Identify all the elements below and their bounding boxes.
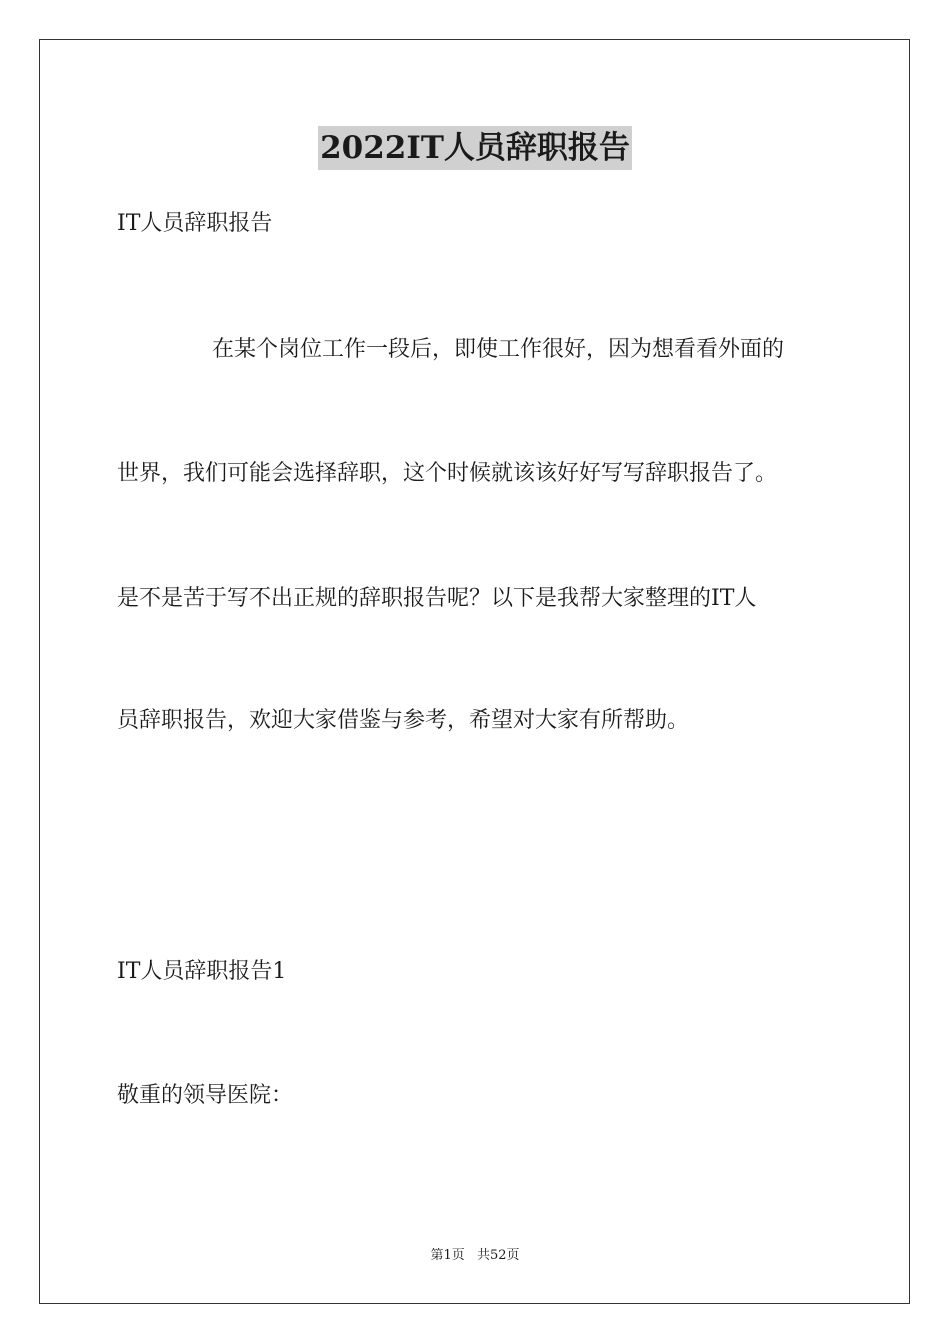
page-footer	[0, 1247, 950, 1265]
page-number: 第1页	[430, 1248, 465, 1263]
title-container	[0, 126, 950, 170]
document-title: 2022IT人员辞职报告	[318, 126, 632, 170]
salutation: 敬重的领导医院：	[117, 1083, 294, 1108]
paragraph-line-1: 在某个岗位工作一段后，即使工作很好，因为想看看外面的	[212, 337, 785, 362]
section-heading: IT人员辞职报告1	[117, 959, 287, 984]
paragraph-line-4: 员辞职报告，欢迎大家借鉴与参考，希望对大家有所帮助。	[117, 708, 690, 733]
paragraph-line-3: 是不是苦于写不出正规的辞职报告呢？以下是我帮大家整理的IT人	[117, 586, 757, 611]
subtitle: IT人员辞职报告	[117, 211, 273, 236]
paragraph-line-2: 世界，我们可能会选择辞职，这个时候就该该好好写写辞职报告了。	[117, 461, 778, 486]
page-total: 共52页	[476, 1248, 520, 1263]
